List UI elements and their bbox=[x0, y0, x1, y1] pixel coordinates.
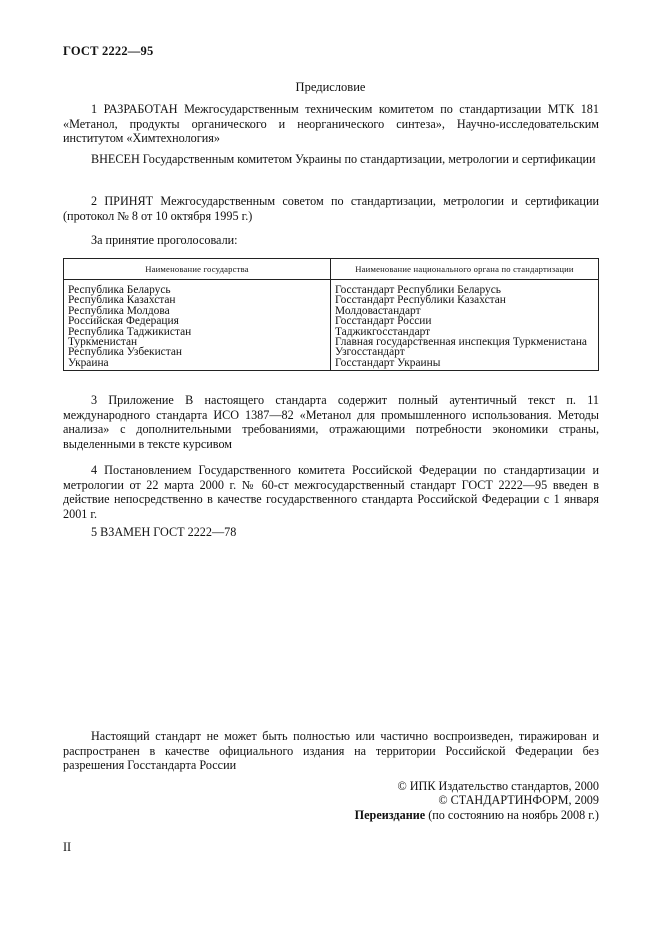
reissue-label: Переиздание bbox=[354, 807, 426, 822]
preface-item-replaces: 5 ВЗАМЕН ГОСТ 2222—78 bbox=[91, 525, 237, 539]
column-header-state: Наименование государства bbox=[64, 259, 331, 280]
body-cell: Госстандарт Украины bbox=[331, 358, 599, 371]
voting-table bbox=[63, 258, 599, 371]
reissue-note: (по состоянию на ноябрь 2008 г.) bbox=[425, 807, 599, 822]
state-cell: Республика Казахстан bbox=[64, 295, 331, 305]
preface-heading: Предисловие bbox=[295, 80, 366, 94]
credit-line: © СТАНДАРТИНФОРМ, 2009 bbox=[438, 793, 599, 808]
state-cell: Туркменистан bbox=[64, 337, 331, 347]
state-cell: Республика Узбекистан bbox=[64, 347, 331, 357]
preface-item-developed: 1 РАЗРАБОТАН Межгосударственным техническим комитетом по стандартизации МТК 181 «Метанол, продукты органического и неорганического синтеза», Научно-исследовательским институтом «Химтехнология» bbox=[63, 102, 599, 146]
column-header-body: Наименование национального органа по стандартизации bbox=[331, 259, 599, 280]
reissue-line bbox=[355, 808, 599, 822]
state-cell: Российская Федерация bbox=[64, 316, 331, 326]
preface-item-adopted: 2 ПРИНЯТ Межгосударственным советом по стандартизации, метрологии и сертификации (протокол № 8 от 10 октября 1995 г.) bbox=[63, 194, 599, 223]
body-cell: Госстандарт Республики Беларусь bbox=[331, 280, 599, 296]
publisher-credits bbox=[355, 779, 599, 822]
table-row bbox=[64, 358, 599, 371]
table-header-row bbox=[64, 259, 599, 280]
body-cell: Узгосстандарт bbox=[331, 347, 599, 357]
body-cell: Главная государственная инспекция Туркменистана bbox=[331, 337, 599, 347]
state-cell: Республика Беларусь bbox=[64, 280, 331, 296]
copyright-notice: Настоящий стандарт не может быть полностью или частично воспроизведен, тиражирован и распространен в качестве официального издания на территории Российской Федерации без разрешения Госстандарта России bbox=[63, 729, 599, 773]
body-cell: Госстандарт России bbox=[331, 316, 599, 326]
state-cell: Республика Таджикистан bbox=[64, 327, 331, 337]
preface-item-enactment: 4 Постановлением Государственного комитета Российской Федерации по стандартизации и метрологии от 22 марта 2000 г. № 60-ст межгосударственный стандарт ГОСТ 2222—95 введен в действие непосредственно в качестве государственного стандарта Российской Федерации с 1 января 2001 г. bbox=[63, 463, 599, 521]
page-number: II bbox=[63, 840, 72, 854]
table-row bbox=[64, 347, 599, 357]
body-cell: Молдовастандарт bbox=[331, 306, 599, 316]
body-cell: Таджикгосстандарт bbox=[331, 327, 599, 337]
voted-intro: За принятие проголосовали: bbox=[91, 233, 238, 247]
state-cell: Украина bbox=[64, 358, 331, 371]
body-cell: Госстандарт Республики Казахстан bbox=[331, 295, 599, 305]
preface-item-introduced: ВНЕСЕН Государственным комитетом Украины по стандартизации, метрологии и сертификации bbox=[91, 152, 596, 166]
standard-code: ГОСТ 2222—95 bbox=[63, 44, 154, 58]
table-row bbox=[64, 280, 599, 296]
preface-item-annex: 3 Приложение В настоящего стандарта содержит полный аутентичный текст п. 11 международного стандарта ИСО 1387—82 «Метанол для промышленного использования. Методы анализа» с дополнительными требованиями, отражающими потребности экономики страны, выделенными в тексте курсивом bbox=[63, 393, 599, 451]
credit-line: © ИПК Издательство стандартов, 2000 bbox=[397, 779, 599, 793]
state-cell: Республика Молдова bbox=[64, 306, 331, 316]
